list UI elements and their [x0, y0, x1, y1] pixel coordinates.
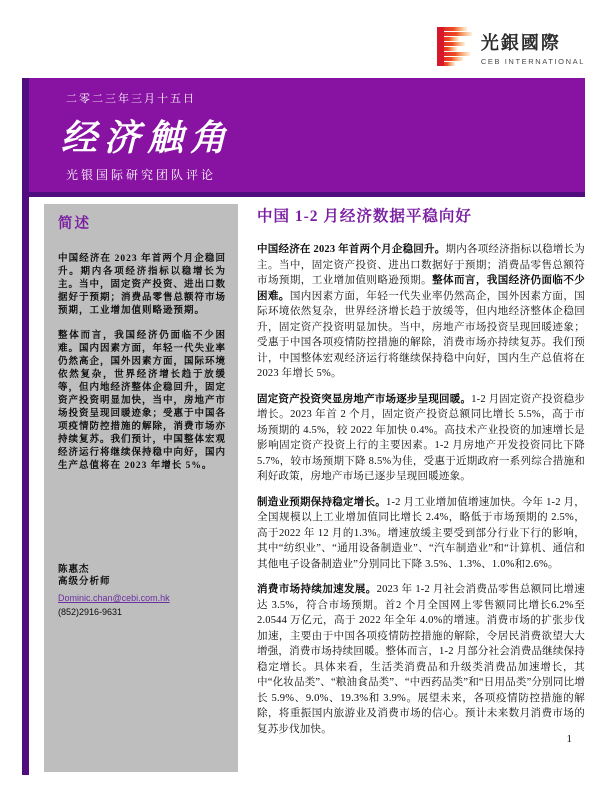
logo-name-zh: 光銀國際: [480, 33, 561, 53]
article-paragraph: 固定资产投资突显房地产市场逐步呈现回暖。1-2 月固定资产投资稳步增长。2023 年首 2 个月，固定资产投资总额同比增长 5.5%，高于市场预期的 4.5%，较 2022 年加快 0.4%。高技术产业投资的加速增长是影响固定资产投资上行的主要因素。1-2 月房地产开发投资同比下降 5.7%，较市场预期下降 8.5%为佳，受惠于近期政府一系列综合措施和利好政策，房地产市场已逐步呈现回暖迹象。: [257, 393, 585, 482]
ceb-logo-icon: [437, 27, 474, 68]
article-paragraph: 中国经济在 2023 年首两个月企稳回升。期内各项经济指标以稳增长为主。当中，固定资产投资、进出口数据好于预期；消费品零售总额符市场预期，工业增加值则略逊预期。整体而言，我国经济仍面临不少困难。国内因素方面，年轻一代失业率仍然高企，国外因素方面，国际环境依然复杂，世界经济增长趋于放缓等，但内地经济整体企稳回升，固定资产投资明显加快。当中，房地产市场投资呈现回暖迹象；受惠于中国各项疫情防控措施的解除，消费市场亦持续复苏。我们预计，中国整体宏观经济运行将继续保持稳中向好，国内生产总值将在 2023 年增长 5%。: [257, 244, 585, 379]
report-date: 二零二三年三月十五日: [66, 93, 196, 105]
analyst-phone: (852)2916-9631: [58, 607, 123, 617]
article-paragraph: 消费市场持续加速发展。2023 年 1-2 月社会消费品零售总额同比增速达 3.5%，符合市场预期。首2 个月全国网上零售额同比增长6.2%至2.0544 万亿元，高于 2022 年全年 4.0%的增速。消费市场的扩张步伐加速，主要由于中国各项疫情防控措施的解除，令居民消费欲望大大增强，消费市场持续回暖。整体而言，1-2 月部分社会消费品继续保持稳定增长。具体来看，生活类消费品和升级类消费品加速增长，其中“化妆品类”、“粮油食品类”、“中西药品类”和“日用品类”分别同比增长 5.9%、9.0%、19.3%和 3.9%。展望未来，各项疫情防控措施的解除，将重振国内旅游业及消费市场的信心。预计未来数月消费市场的复苏步伐加快。: [257, 584, 585, 735]
article-paragraph: 制造业预期保持稳定增长。1-2 月工业增加值增速加快。今年 1-2 月，全国规模以上工业增加值同比增长 2.4%，略低于市场预期的 2.5%，高于2022 年 12 月的1.3%。增速放缓主要受到部分行业下行的影响，其中“纺织业”、“通用设备制造业”、“汽车制造业”和“计算机、通信和其他电子设备制造业”分别同比下降 3.5%、1.3%、1.0%和2.6%。: [257, 496, 586, 570]
summary-heading: 简述: [58, 216, 91, 232]
article-title: 中国 1-2 月经济数据平稳向好: [257, 208, 472, 225]
analyst-block: [58, 564, 228, 618]
analyst-email-link[interactable]: Dominic.chan@cebi.com.hk: [58, 593, 170, 603]
report-banner: [29, 78, 585, 197]
report-subtitle: 光银国际研究团队评论: [66, 168, 217, 182]
article: [257, 204, 585, 747]
sidebar-paragraphs: [58, 253, 226, 473]
summary-sidebar: [44, 204, 238, 772]
left-accent-bar: [22, 78, 29, 775]
sidebar-paragraph: 中国经济在 2023 年首两个月企稳回升。期内各项经济指标以稳增长为主。当中，固定资产投资、进出口数据好于预期；消费品零售总额符市场预期，工业增加值则略逊预期。: [58, 254, 227, 316]
report-title: 经济触角: [61, 118, 234, 158]
analyst-title: 高级分析师: [58, 577, 111, 587]
sidebar-paragraph: 整体而言，我国经济仍面临不少困难。国内因素方面，年轻一代失业率仍然高企，国外因素方面，国际环境依然复杂，世界经济增长趋于放缓等，但内地经济整体企稳回升，固定资产投资明显加快，当中，房地产市场投资呈现回暖迹象；受惠于中国各项疫情防控措施的解除，消费市场亦持续复苏。我们预计，中国整体宏观经济运行将继续保持稳中向好，国内生产总值将在 2023 年增长 5%。: [58, 331, 227, 471]
page-number: 1: [566, 733, 572, 745]
logo-name-en: CEB INTERNATIONAL: [480, 57, 585, 66]
analyst-name: 陈惠杰: [58, 565, 90, 575]
main-paragraphs: [257, 242, 585, 737]
ceb-logo: [437, 27, 585, 68]
